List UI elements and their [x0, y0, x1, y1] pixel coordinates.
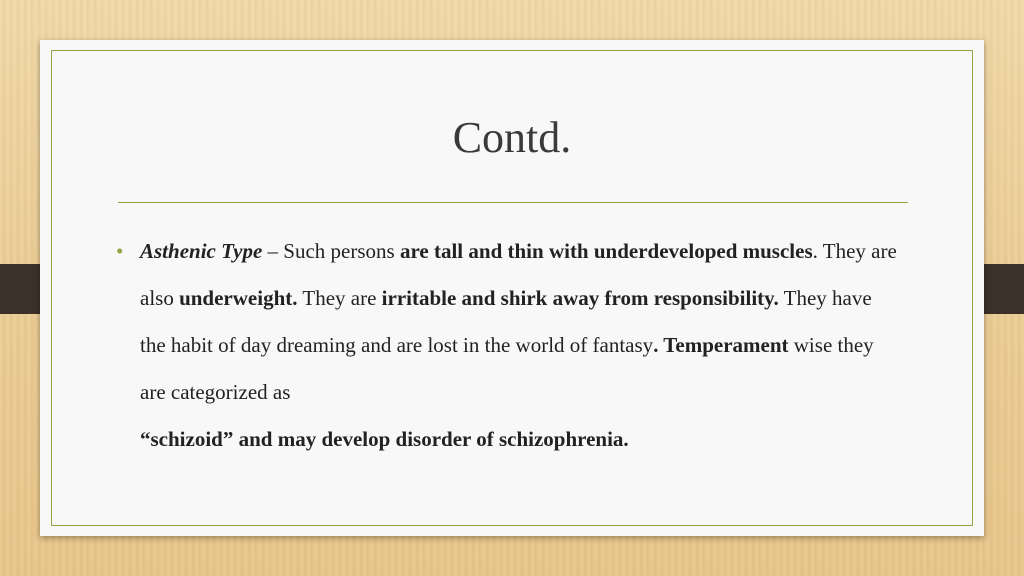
text-run: They have the habit of day dreaming and are lost in the world of fantasy [140, 286, 872, 357]
slide-title: Contd. [452, 113, 572, 162]
text-run: wise they are categorized as [140, 333, 874, 404]
slide [40, 40, 984, 536]
title-divider [118, 202, 908, 203]
text-run: . They are also [140, 239, 897, 310]
text-run: They are [297, 286, 382, 310]
text-run: “schizoid” and may develop disorder of schizophrenia. [140, 427, 629, 451]
bullet-paragraph [140, 228, 900, 463]
text-run: underweight. [179, 286, 298, 310]
text-run: irritable and shirk away from responsibility. [381, 286, 779, 310]
text-run: Asthenic Type [140, 239, 263, 263]
bullet-icon: • [116, 239, 124, 263]
text-run: – Such persons [262, 239, 400, 263]
text-run: . Temperament [653, 333, 789, 357]
text-run: are tall and thin with underdeveloped muscles [399, 239, 813, 263]
slide-body [116, 228, 900, 463]
